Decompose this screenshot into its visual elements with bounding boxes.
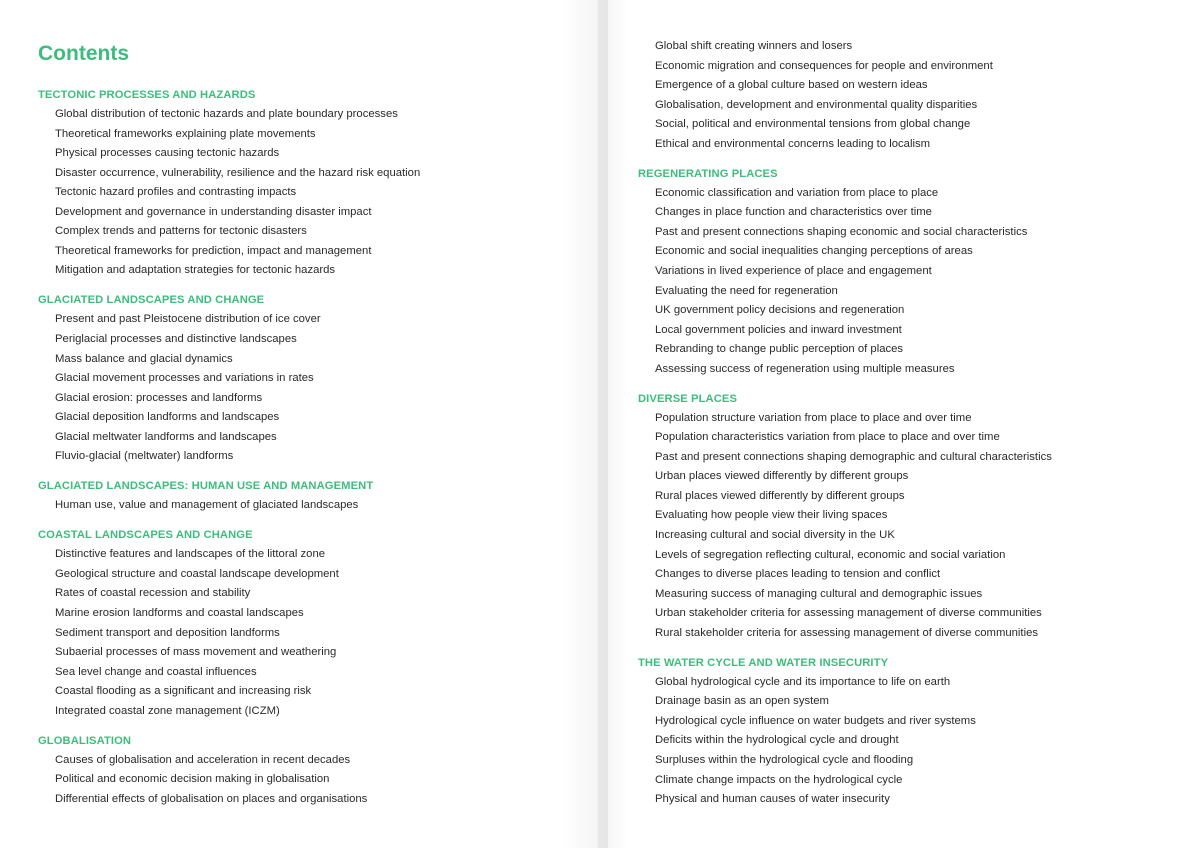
contents-item: Surpluses within the hydrological cycle and flooding — [655, 754, 914, 766]
section-heading: DIVERSE PLACES — [638, 392, 738, 405]
contents-item: Distinctive features and landscapes of the littoral zone — [55, 548, 326, 561]
contents-item: Causes of globalisation and acceleration in recent decades — [55, 753, 351, 766]
section-item-list — [38, 751, 578, 810]
section-heading: TECTONIC PROCESSES AND HAZARDS — [38, 89, 256, 101]
contents-item: Changes to diverse places leading to tension and conflict — [655, 568, 941, 581]
contents-item: Urban stakeholder criteria for assessing management of diverse communities — [655, 607, 1042, 620]
contents-item: Urban places viewed differently by different groups — [655, 470, 909, 483]
contents-item: Rebranding to change public perception of places — [655, 343, 904, 356]
contents-item: Past and present connections shaping demographic and cultural characteristics — [655, 450, 1052, 463]
contents-item: Coastal flooding as a significant and increasing risk — [55, 685, 312, 698]
contents-item: Physical and human causes of water insecurity — [655, 793, 890, 806]
contents-item: Glacial meltwater landforms and landscapes — [55, 430, 277, 443]
contents-item: Disaster occurrence, vulnerability, resilience and the hazard risk equation — [55, 166, 421, 179]
contents-section — [38, 290, 578, 466]
section-heading: COASTAL LANDSCAPES AND CHANGE — [38, 529, 253, 542]
right-column — [638, 37, 1178, 819]
contents-item: Sediment transport and deposition landforms — [55, 626, 280, 639]
section-heading: GLOBALISATION — [38, 734, 132, 747]
contents-item: Hydrological cycle influence on water budgets and river systems — [655, 714, 976, 727]
contents-item: Mass balance and glacial dynamics — [55, 352, 233, 365]
section-heading: THE WATER CYCLE AND WATER INSECURITY — [638, 656, 889, 669]
contents-item: Rural stakeholder criteria for assessing management of diverse communities — [655, 626, 1039, 639]
contents-item: Marine erosion landforms and coastal landscapes — [55, 606, 304, 619]
contents-item: Physical processes causing tectonic hazards — [55, 147, 280, 160]
contents-item: Global distribution of tectonic hazards and plate boundary processes — [55, 108, 398, 120]
contents-section — [38, 525, 578, 721]
contents-item: Mitigation and adaptation strategies for tectonic hazards — [55, 264, 336, 277]
contents-item: Political and economic decision making in globalisation — [55, 773, 330, 786]
page-title: Contents — [38, 42, 129, 65]
contents-item: Differential effects of globalisation on places and organisations — [55, 792, 368, 805]
contents-item: Theoretical frameworks for prediction, impact and management — [55, 244, 372, 257]
contents-item: Increasing cultural and social diversity in the UK — [655, 529, 895, 542]
contents-item: Global shift creating winners and losers — [655, 40, 853, 52]
section-heading: REGENERATING PLACES — [638, 167, 778, 180]
contents-item: Population structure variation from place to place and over time — [655, 411, 972, 424]
contents-item: UK government policy decisions and regeneration — [655, 304, 905, 317]
contents-item: Development and governance in understanding disaster impact — [55, 205, 372, 218]
contents-item: Population characteristics variation from place to place and over time — [655, 431, 1000, 444]
contents-item: Rural places viewed differently by different groups — [655, 489, 905, 502]
section-item-list — [638, 673, 1178, 810]
contents-item: Social, political and environmental tensions from global change — [655, 118, 971, 131]
contents-item: Glacial deposition landforms and landscapes — [55, 411, 280, 424]
contents-item: Global hydrological cycle and its importance to life on earth — [655, 675, 951, 688]
contents-item: Changes in place function and characteristics over time — [655, 206, 932, 219]
section-item-list — [638, 409, 1178, 644]
contents-item: Variations in lived experience of place and engagement — [655, 264, 932, 277]
contents-item: Assessing success of regeneration using multiple measures — [655, 362, 955, 375]
contents-item: Tectonic hazard profiles and contrasting impacts — [55, 186, 297, 199]
contents-section — [638, 389, 1178, 644]
contents-item: Evaluating the need for regeneration — [655, 284, 838, 297]
contents-item: Economic classification and variation from place to place — [655, 186, 939, 199]
section-item-list — [38, 496, 578, 516]
contents-item: Glacial movement processes and variations in rates — [55, 372, 314, 385]
contents-item: Levels of segregation reflecting cultural, economic and social variation — [655, 548, 1006, 561]
page-gutter-shadow-right — [598, 0, 628, 848]
section-item-list — [38, 310, 578, 466]
contents-item: Local government policies and inward investment — [655, 323, 902, 336]
contents-item: Past and present connections shaping economic and social characteristics — [655, 225, 1028, 238]
contents-section — [38, 476, 578, 516]
contents-item: Climate change impacts on the hydrological cycle — [655, 773, 903, 786]
contents-item: Sea level change and coastal influences — [55, 665, 257, 678]
contents-item: Drainage basin as an open system — [655, 695, 829, 708]
contents-item: Emergence of a global culture based on western ideas — [655, 79, 928, 92]
contents-section — [38, 85, 578, 281]
contents-item: Rates of coastal recession and stability — [55, 587, 251, 600]
left-column — [38, 85, 578, 819]
contents-item: Ethical and environmental concerns leading to localism — [655, 137, 931, 150]
contents-item: Periglacial processes and distinctive landscapes — [55, 332, 297, 345]
contents-section — [638, 653, 1178, 810]
contents-item: Deficits within the hydrological cycle and drought — [655, 734, 899, 747]
contents-item: Geological structure and coastal landscape development — [55, 567, 339, 580]
contents-item: Human use, value and management of glaciated landscapes — [55, 499, 359, 512]
contents-item: Fluvio-glacial (meltwater) landforms — [55, 450, 234, 463]
contents-item: Present and past Pleistocene distribution of ice cover — [55, 313, 321, 326]
section-item-list — [38, 545, 578, 721]
contents-item: Evaluating how people view their living spaces — [655, 509, 888, 522]
contents-item: Theoretical frameworks explaining plate movements — [55, 127, 316, 140]
contents-item: Glacial erosion: processes and landforms — [55, 391, 263, 404]
contents-item: Economic migration and consequences for people and environment — [655, 59, 993, 72]
contents-item: Complex trends and patterns for tectonic disasters — [55, 225, 307, 238]
section-item-list — [638, 184, 1178, 379]
contents-item: Globalisation, development and environmental quality disparities — [655, 98, 978, 111]
contents-item: Integrated coastal zone management (ICZM) — [55, 704, 280, 717]
contents-section — [638, 164, 1178, 379]
section-heading: GLACIATED LANDSCAPES: HUMAN USE AND MANAGEMENT — [38, 480, 374, 493]
contents-item: Measuring success of managing cultural and demographic issues — [655, 587, 983, 600]
contents-section — [38, 731, 578, 810]
contents-item: Economic and social inequalities changing perceptions of areas — [655, 245, 973, 258]
section-heading: GLACIATED LANDSCAPES AND CHANGE — [38, 294, 265, 307]
section-item-list — [38, 105, 578, 281]
continued-list — [638, 37, 1178, 154]
contents-item: Subaerial processes of mass movement and weathering — [55, 646, 337, 659]
